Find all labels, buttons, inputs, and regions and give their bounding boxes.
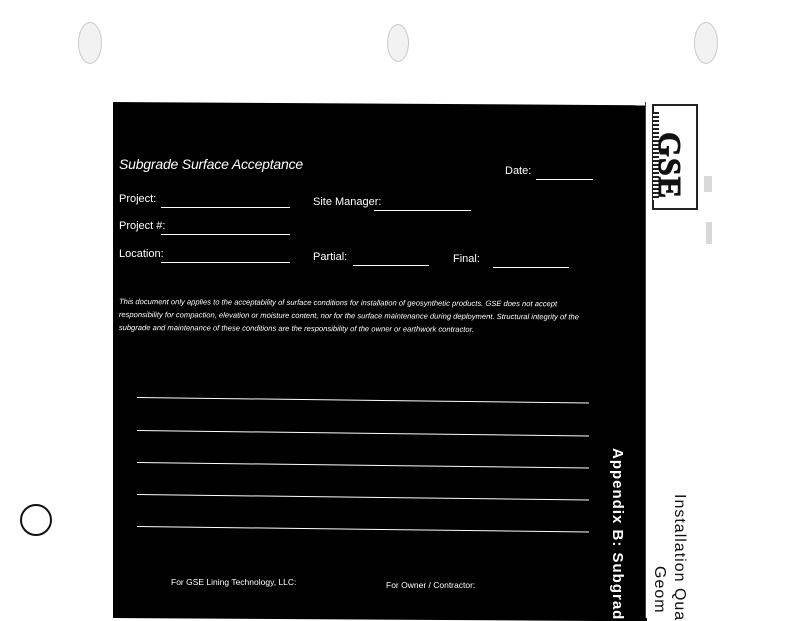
punch-hole-left xyxy=(78,22,102,64)
punch-hole-right xyxy=(694,22,718,64)
scan-artifact xyxy=(704,176,712,192)
final-field-line[interactable] xyxy=(493,267,569,268)
form-title: Subgrade Surface Acceptance xyxy=(119,156,303,172)
project-number-field-line[interactable] xyxy=(161,234,290,235)
project-number-label: Project #: xyxy=(119,220,166,232)
project-field-line[interactable] xyxy=(161,207,290,208)
signature-gse-label: For GSE Lining Technology, LLC: xyxy=(171,577,297,587)
punch-hole-side xyxy=(20,504,52,536)
date-label: Date: xyxy=(505,165,532,177)
partial-field-line[interactable] xyxy=(353,265,429,266)
location-field-line[interactable] xyxy=(161,262,290,263)
location-label: Location: xyxy=(119,248,164,260)
date-field-line[interactable] xyxy=(536,179,593,180)
site-manager-label: Site Manager: xyxy=(313,196,382,208)
disclaimer-text: This document only applies to the acceptability of surface conditions for installation of geosynthetic products. GSE does not accept responsibility for compaction, elevation or moisture content, nor for the surface maintenance during deployment. Structural integrity of the subgrade and maintenance of these conditions are the responsibility of the owner or earthwork contractor. xyxy=(118,296,580,334)
gse-logo-text: GSE xyxy=(652,132,688,200)
manual-title-line-2: Geom xyxy=(651,566,668,614)
project-label: Project: xyxy=(119,193,157,205)
final-label: Final: xyxy=(453,253,480,265)
site-manager-field-line[interactable] xyxy=(374,210,471,211)
scan-artifact xyxy=(706,222,712,244)
appendix-heading: Appendix B: Subgrad xyxy=(609,448,626,621)
punch-hole-center xyxy=(387,24,409,62)
partial-label: Partial: xyxy=(313,251,348,263)
manual-title-line-1: Installation Qua xyxy=(671,494,688,621)
signature-owner-label: For Owner / Contractor: xyxy=(386,580,476,590)
